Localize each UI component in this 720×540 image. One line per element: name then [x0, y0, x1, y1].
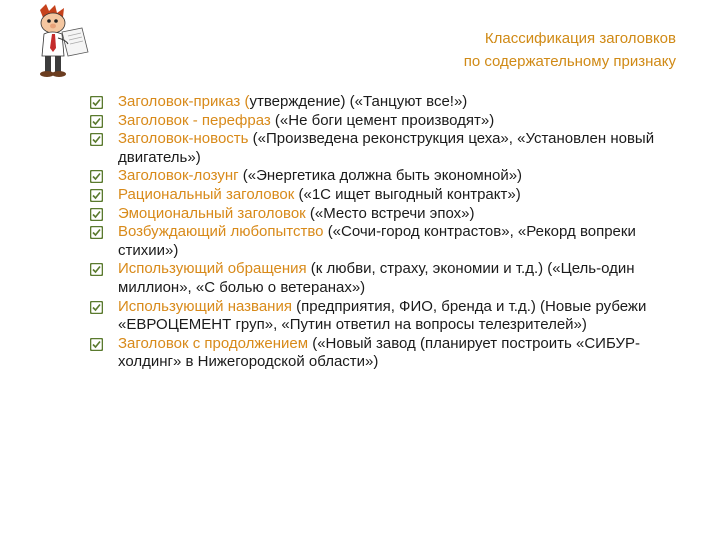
item-desc: («Сочи-город контрастов», «Рекорд вопреки стихии») [118, 223, 636, 259]
item-term: Эмоциональный заголовок [118, 204, 310, 222]
list-item [90, 130, 690, 167]
checkbox-bullet-icon [90, 133, 103, 146]
checkbox-bullet-icon [90, 208, 103, 221]
item-desc: («1С ищет выгодный контракт») [298, 185, 521, 203]
item-term: Использующий названия [118, 297, 297, 315]
list-item [90, 112, 690, 131]
item-term: Рациональный заголовок [118, 185, 299, 203]
item-desc: ) («Танцуют все!») [340, 93, 468, 110]
list-item [90, 260, 690, 297]
item-term: Использующий обращения [118, 260, 311, 278]
cartoon-man-reading-icon [22, 4, 112, 80]
item-desc: («Не боги цемент производят») [274, 111, 495, 129]
item-term: Заголовок - перефраз [118, 111, 275, 129]
checkbox-bullet-icon [90, 226, 103, 239]
item-desc: («Новый завод (планирует построить «СИБУР-холдинг» в Нижегородской области») [118, 334, 640, 371]
checkbox-bullet-icon [90, 96, 103, 109]
checkbox-bullet-icon [90, 189, 103, 202]
item-desc: (предприятия, ФИО, бренда и т.д.) (Новые рубежи «ЕВРОЦЕМЕНТ груп», «Путин ответил на вопросы телезрителей») [118, 297, 647, 334]
checkbox-bullet-icon [90, 263, 103, 276]
item-mid: утверждение [249, 93, 341, 110]
item-term: Заголовок с продолжением [118, 334, 313, 352]
item-term: Заголовок-новость [118, 130, 253, 148]
item-term: Заголовок-лозунг [118, 167, 243, 185]
title-line-2: по содержательному признаку [463, 53, 676, 70]
item-desc: («Произведена реконструкция цеха», «Установлен новый двигатель») [118, 130, 655, 166]
checkbox-bullet-icon [90, 338, 103, 351]
title-line-1: Классификация заголовков [484, 30, 676, 47]
classification-list [90, 93, 690, 372]
item-term: Заголовок-приказ ( [118, 93, 250, 110]
list-item [90, 298, 690, 335]
checkbox-bullet-icon [90, 170, 103, 183]
item-desc: (к любви, страху, экономии и т.д.) («Цель-один миллион», «С болью о ветеранах») [118, 260, 635, 296]
list-item [90, 335, 690, 372]
list-item [90, 186, 690, 205]
slide-title [256, 27, 676, 73]
item-desc: («Место встречи эпох») [309, 204, 475, 222]
list-item [90, 205, 690, 224]
item-desc: («Энергетика должна быть экономной») [242, 167, 523, 185]
item-term: Возбуждающий любопытство [118, 223, 328, 241]
list-item [90, 167, 690, 186]
checkbox-bullet-icon [90, 115, 103, 128]
checkbox-bullet-icon [90, 301, 103, 314]
list-item [90, 93, 690, 112]
list-item [90, 223, 690, 260]
